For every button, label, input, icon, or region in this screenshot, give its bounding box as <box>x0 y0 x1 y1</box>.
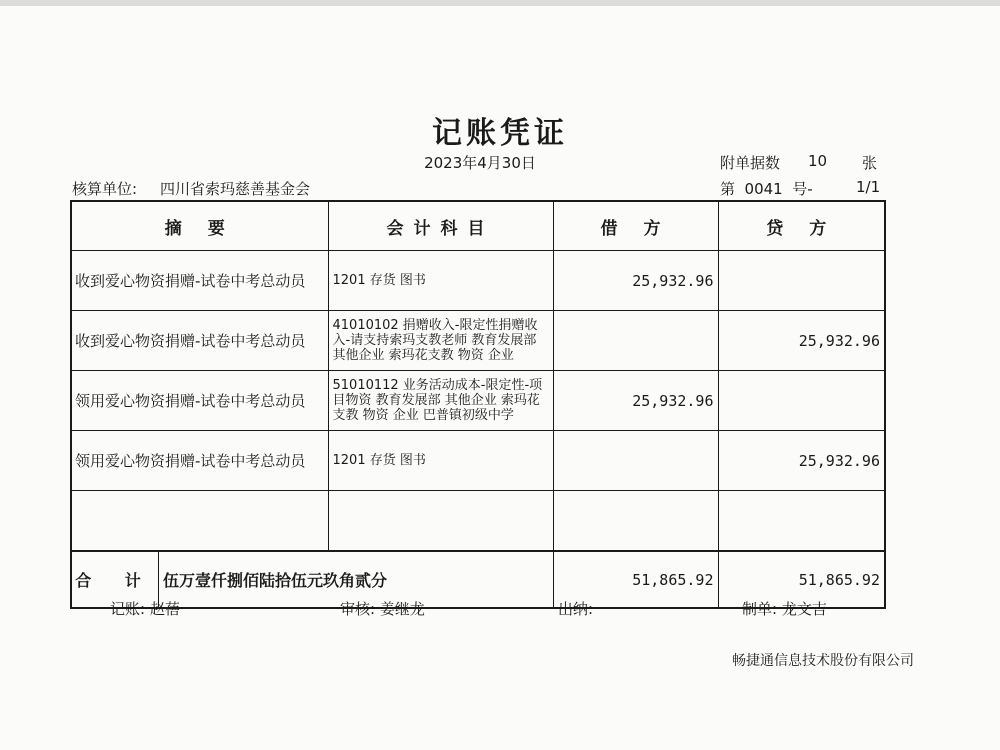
header-credit: 贷 方 <box>718 201 885 251</box>
reviewer-signature: 审核: 姜继龙 <box>340 600 425 618</box>
row-credit <box>718 371 885 431</box>
total-amount-words: 伍万壹仟捌佰陆拾伍元玖角贰分 <box>163 571 388 590</box>
row-debit: 25,932.96 <box>553 251 718 311</box>
row-debit: 25,932.96 <box>553 371 718 431</box>
row-summary: 收到爱心物资捐赠-试卷中考总动员 <box>71 251 328 311</box>
row-credit <box>718 251 885 311</box>
scan-edge <box>0 0 1000 6</box>
header-debit: 借 方 <box>553 201 718 251</box>
document-title: 记账凭证 <box>432 116 568 151</box>
cashier-signature: 出纳: <box>558 600 594 618</box>
attachments-count: 10 <box>808 152 828 170</box>
table-row <box>71 311 885 371</box>
row-account: 1201 存货 图书 <box>328 431 553 491</box>
total-label: 合 计 <box>72 552 159 607</box>
table-header-row <box>71 201 885 251</box>
row-debit <box>553 311 718 371</box>
voucher-table <box>70 200 886 609</box>
voucher-page-count: 1/1 <box>856 178 881 196</box>
preparer-signature: 制单: 龙文吉 <box>742 600 827 618</box>
row-summary <box>71 491 328 552</box>
row-credit: 25,932.96 <box>718 311 885 371</box>
table-row-empty <box>71 491 885 552</box>
total-debit: 51,865.92 <box>553 551 718 608</box>
row-account: 41010102 捐赠收入-限定性捐赠收入-请支持索玛支教老师 教育发展部 其他企业 索玛花支教 物资 企业 <box>328 311 553 371</box>
software-vendor: 畅捷通信息技术股份有限公司 <box>732 653 914 669</box>
row-summary: 收到爱心物资捐赠-试卷中考总动员 <box>71 311 328 371</box>
row-account: 1201 存货 图书 <box>328 251 553 311</box>
accounting-unit-label: 核算单位: <box>72 180 138 198</box>
voucher-date: 2023年4月30日 <box>424 154 536 172</box>
row-summary: 领用爱心物资捐赠-试卷中考总动员 <box>71 371 328 431</box>
accounting-unit-name: 四川省索玛慈善基金会 <box>160 180 311 198</box>
attachments-label: 附单据数 <box>720 154 781 172</box>
header-account: 会计科目 <box>328 201 553 251</box>
header-summary: 摘 要 <box>71 201 328 251</box>
row-account: 51010112 业务活动成本-限定性-项目物资 教育发展部 其他企业 索玛花支教 物资 企业 巴普镇初级中学 <box>328 371 553 431</box>
row-summary: 领用爱心物资捐赠-试卷中考总动员 <box>71 431 328 491</box>
voucher-number: 第 0041 号- <box>720 180 813 198</box>
bookkeeper-signature: 记账: 赵蓓 <box>110 600 180 618</box>
row-debit <box>553 431 718 491</box>
row-credit <box>718 491 885 552</box>
attachments-unit: 张 <box>862 154 878 172</box>
table-row <box>71 371 885 431</box>
row-credit: 25,932.96 <box>718 431 885 491</box>
total-credit: 51,865.92 <box>718 551 885 608</box>
table-row <box>71 431 885 491</box>
row-account <box>328 491 553 552</box>
row-debit <box>553 491 718 552</box>
table-row <box>71 251 885 311</box>
